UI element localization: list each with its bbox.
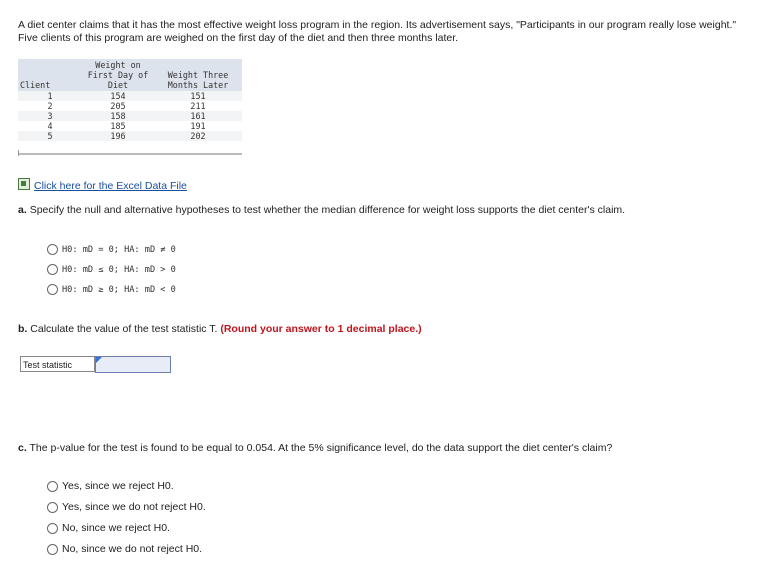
question-c-letter: c. [18,442,27,454]
option-c-3-label: No, since we reject H0. [62,522,170,534]
input-corner-marker [96,357,102,363]
question-a-text: Specify the null and alternative hypotheses to test whether the median difference for weight loss supports the diet center's claim. [29,204,626,216]
option-c-2-label: Yes, since we do not reject H0. [62,501,206,513]
option-a-2-label: H0: mD ≤ 0; HA: mD > 0 [62,264,176,275]
cell-client: 5 [18,131,82,141]
cell-weight-first: 154 [82,91,154,101]
excel-link-row [18,178,187,192]
option-c-4[interactable] [47,543,202,555]
cell-weight-later: 211 [154,101,242,111]
problem-intro: A diet center claims that it has the most effective weight loss program in the region. Its advertisement says, "Participants in our program really lose weight." Five clients of this program are weighed on the first day of the diet and then three months later. [18,19,737,44]
question-a-letter: a. [18,204,27,216]
excel-file-icon [18,178,30,190]
table-divider-tick [18,150,19,156]
header-weight-first-day: Weight on First Day of Diet [82,59,154,91]
radio-button[interactable] [47,502,58,513]
option-a-1[interactable] [47,244,176,255]
option-a-2[interactable] [47,264,176,275]
option-a-3-label: H0: mD ≥ 0; HA: mD < 0 [62,284,176,295]
table-divider [18,153,242,155]
test-statistic-input[interactable] [95,356,171,373]
table-row [18,121,242,131]
radio-button[interactable] [47,244,58,255]
question-c [18,442,612,454]
option-c-1-label: Yes, since we reject H0. [62,480,174,492]
option-c-3[interactable] [47,522,170,534]
data-table [18,59,242,141]
radio-button[interactable] [47,264,58,275]
radio-button[interactable] [47,544,58,555]
cell-weight-later: 202 [154,131,242,141]
question-c-text: The p-value for the test is found to be equal to 0.054. At the 5% significance level, do the data support the diet center's claim? [29,442,613,454]
test-statistic-label: Test statistic [20,356,95,372]
cell-weight-later: 161 [154,111,242,121]
header-client: Client [18,59,82,91]
table-row [18,91,242,101]
cell-client: 2 [18,101,82,111]
option-a-3[interactable] [47,284,176,295]
option-a-1-label: H0: mD = 0; HA: mD ≠ 0 [62,244,176,255]
cell-weight-first: 196 [82,131,154,141]
radio-button[interactable] [47,481,58,492]
radio-button[interactable] [47,523,58,534]
question-a [18,204,625,216]
cell-weight-first: 158 [82,111,154,121]
cell-weight-first: 185 [82,121,154,131]
question-b [18,323,422,335]
question-b-instruction: (Round your answer to 1 decimal place.) [220,323,422,335]
cell-weight-later: 151 [154,91,242,101]
option-c-1[interactable] [47,480,174,492]
cell-weight-first: 205 [82,101,154,111]
data-table-wrapper [18,59,242,141]
option-c-4-label: No, since we do not reject H0. [62,543,203,555]
cell-client: 3 [18,111,82,121]
question-b-letter: b. [18,323,28,335]
excel-data-link[interactable]: Click here for the Excel Data File [34,180,187,192]
radio-button[interactable] [47,284,58,295]
table-row [18,131,242,141]
header-weight-three-months: Weight Three Months Later [154,59,242,91]
question-b-text: Calculate the value of the test statistic T. [30,323,218,335]
table-row [18,111,242,121]
cell-client: 4 [18,121,82,131]
table-row [18,101,242,111]
cell-client: 1 [18,91,82,101]
cell-weight-later: 191 [154,121,242,131]
option-c-2[interactable] [47,501,206,513]
